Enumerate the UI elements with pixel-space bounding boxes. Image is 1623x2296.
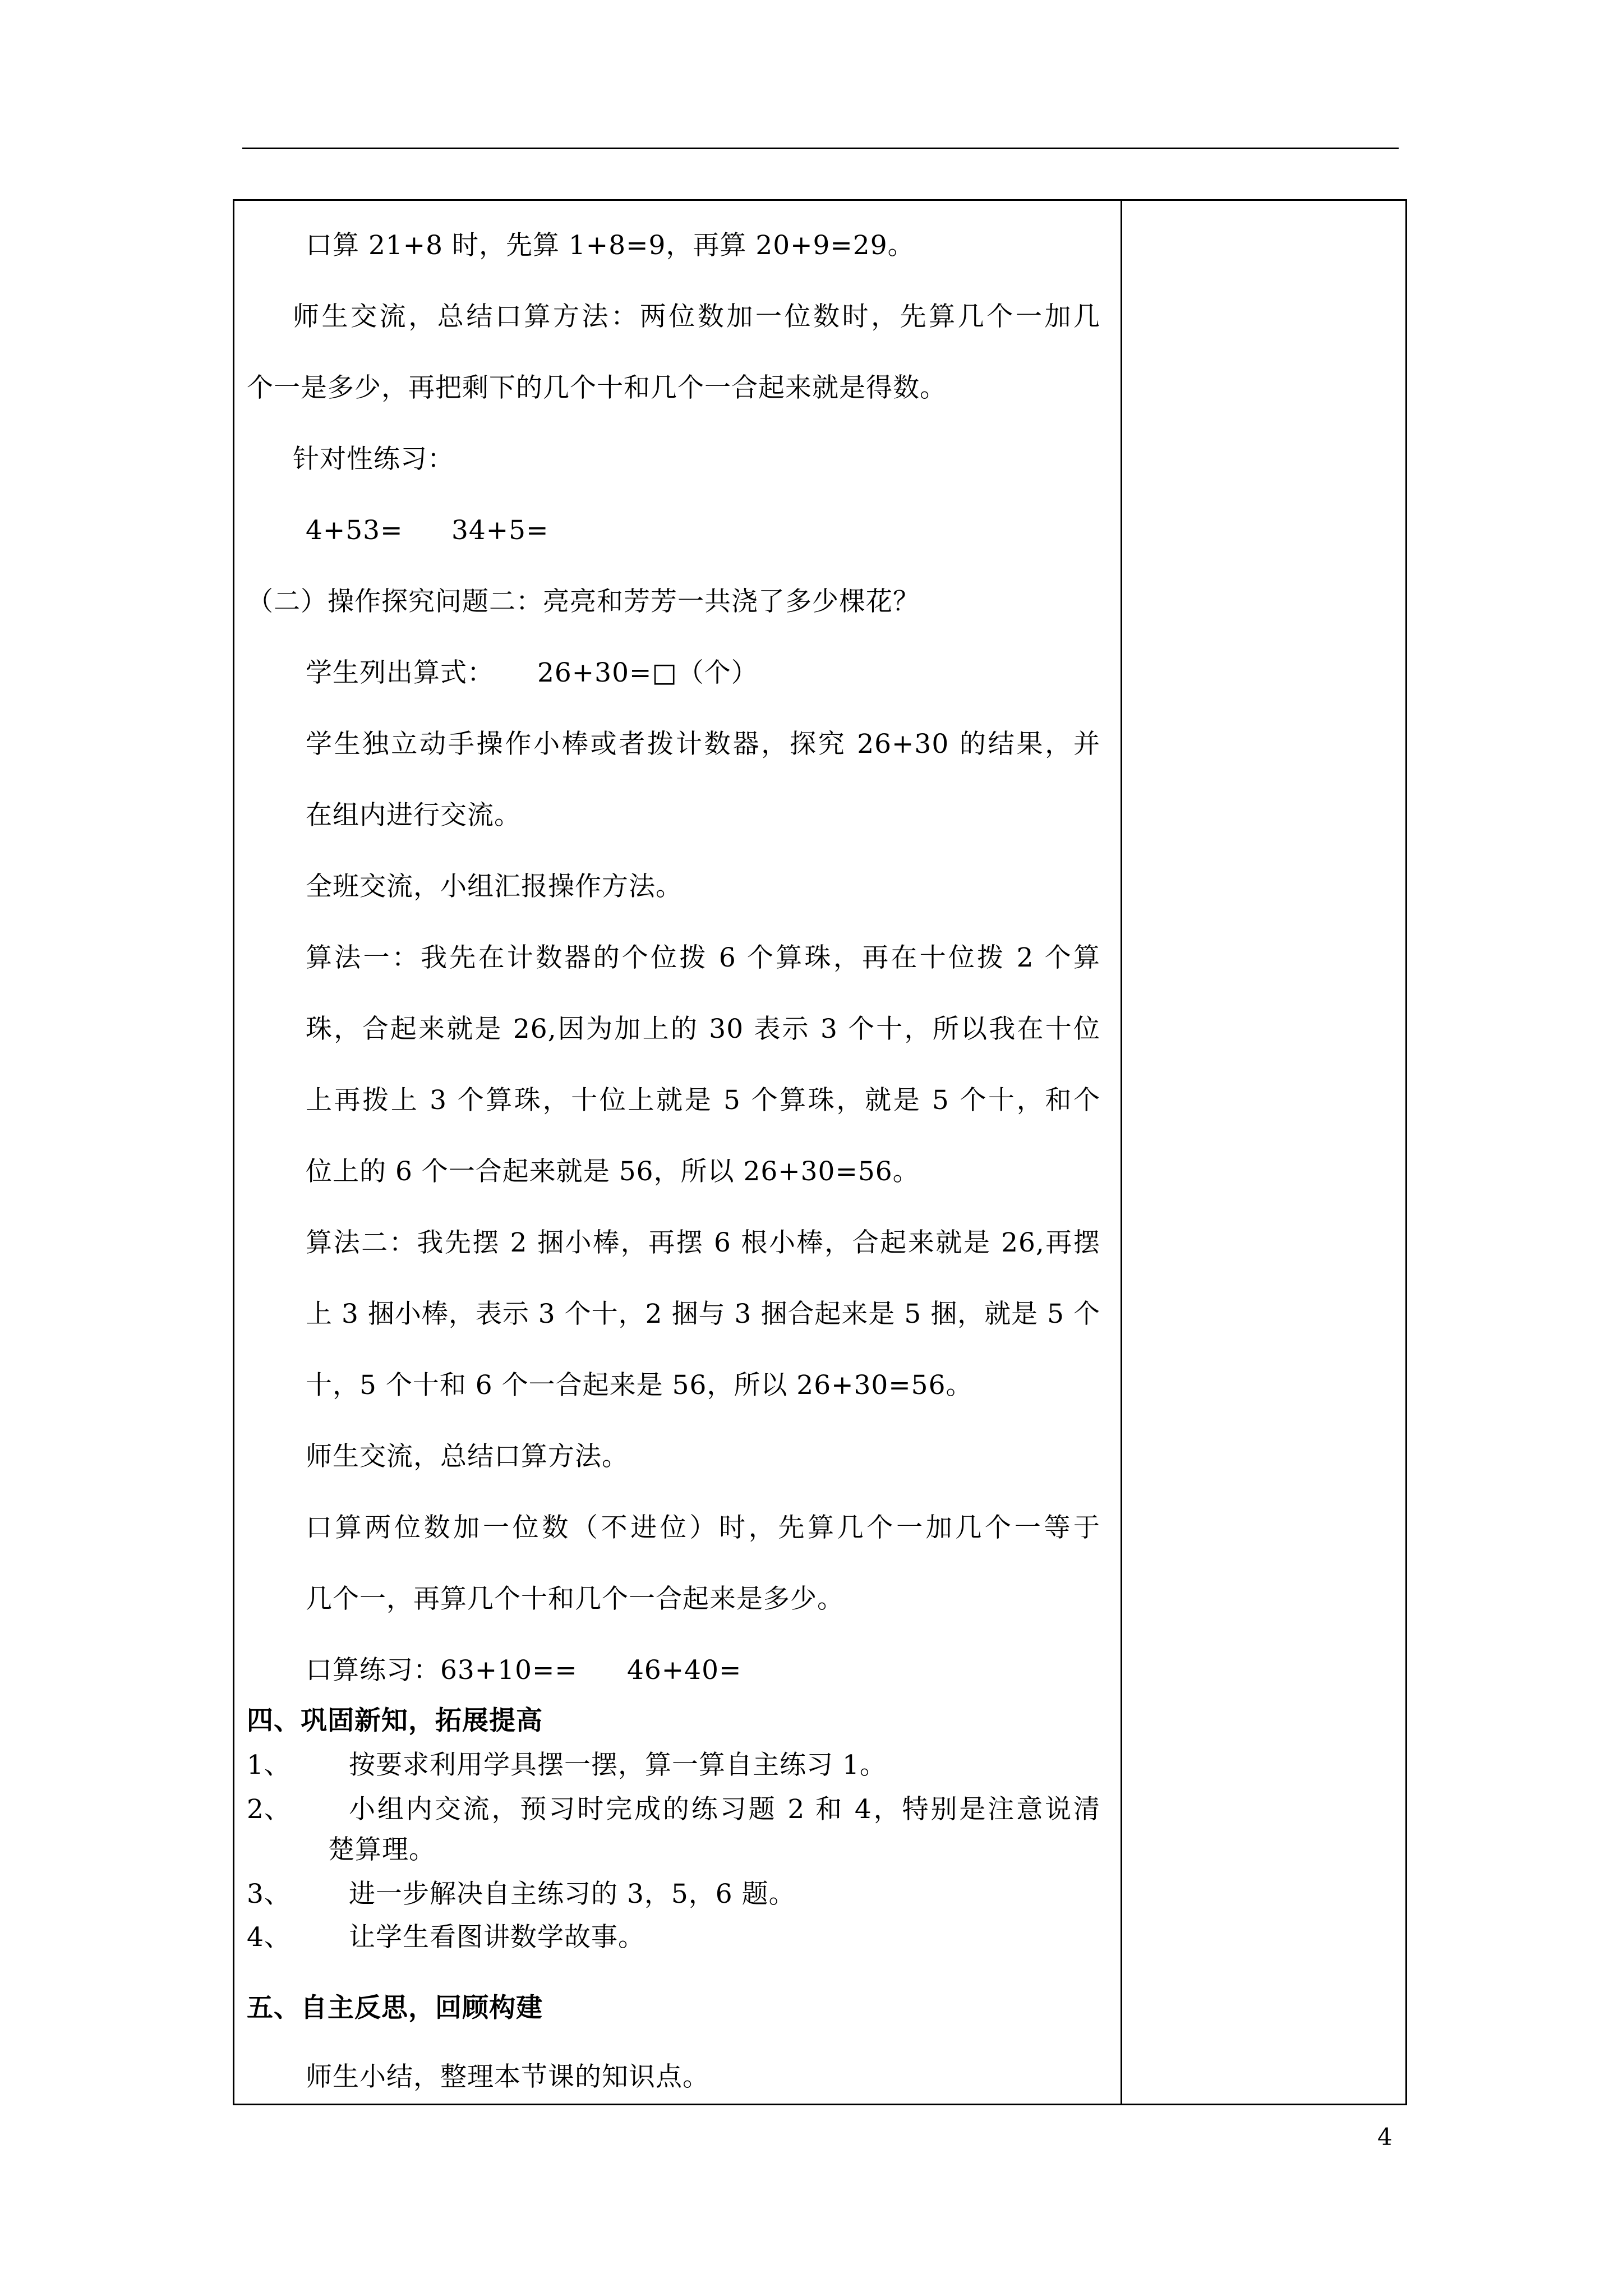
text-line: 口算两位数加一位数（不进位）时，先算几个一加几个一等于 bbox=[306, 1512, 1100, 1543]
text-line: 口算练习：63+10== bbox=[306, 1655, 578, 1686]
text-line: 针对性练习： bbox=[293, 444, 454, 475]
text-line: 学生列出算式： bbox=[306, 657, 494, 688]
text-line: 上 3 捆小棒，表示 3 个十，2 捆与 3 捆合起来是 5 捆，就是 5 个 bbox=[306, 1299, 1100, 1329]
text-line: 4+53= bbox=[306, 515, 403, 546]
text-line: 46+40= bbox=[627, 1655, 742, 1686]
text-line: 算法二：我先摆 2 捆小棒，再摆 6 根小棒，合起来就是 26,再摆 bbox=[306, 1227, 1100, 1258]
section-heading: 四、巩固新知，拓展提高 bbox=[247, 1705, 543, 1736]
text-line: 在组内进行交流。 bbox=[306, 800, 521, 831]
text-line: 珠，合起来就是 26,因为加上的 30 表示 3 个十，所以我在十位 bbox=[306, 1014, 1100, 1045]
header-rule bbox=[242, 148, 1399, 149]
page-number: 4 bbox=[1377, 2123, 1393, 2151]
text-line: 个一是多少，再把剩下的几个十和几个一合起来就是得数。 bbox=[247, 372, 947, 403]
list-item-text: 小组内交流，预习时完成的练习题 2 和 4，特别是注意说清 bbox=[349, 1794, 1100, 1825]
list-item-number: 4、 bbox=[247, 1922, 291, 1953]
list-item-number: 3、 bbox=[247, 1879, 291, 1910]
text-line: 口算 21+8 时，先算 1+8=9，再算 20+9=29。 bbox=[306, 230, 915, 261]
list-item-text: 按要求利用学具摆一摆，算一算自主练习 1。 bbox=[349, 1750, 887, 1780]
text-line: 26+30=□（个） bbox=[537, 657, 758, 688]
section-heading: 五、自主反思，回顾构建 bbox=[247, 1993, 543, 2023]
column-divider bbox=[1121, 201, 1122, 2104]
list-item-text: 进一步解决自主练习的 3，5，6 题。 bbox=[349, 1879, 796, 1910]
text-line: 上再拨上 3 个算珠，十位上就是 5 个算珠，就是 5 个十，和个 bbox=[306, 1085, 1100, 1116]
text-line: 几个一，再算几个十和几个一合起来是多少。 bbox=[306, 1584, 844, 1614]
list-item-number: 2、 bbox=[247, 1794, 291, 1825]
text-line: （二）操作探究问题二：亮亮和芳芳一共浇了多少棵花？ bbox=[247, 586, 920, 617]
text-line: 算法一：我先在计数器的个位拨 6 个算珠，再在十位拨 2 个算 bbox=[306, 942, 1100, 973]
text-line: 全班交流，小组汇报操作方法。 bbox=[306, 871, 683, 902]
text-line: 学生独立动手操作小棒或者拨计数器，探究 26+30 的结果，并 bbox=[306, 729, 1100, 760]
text-line: 师生交流，总结口算方法：两位数加一位数时，先算几个一加几 bbox=[293, 301, 1100, 332]
list-item-text: 让学生看图讲数学故事。 bbox=[349, 1922, 645, 1953]
text-line: 师生小结，整理本节课的知识点。 bbox=[306, 2062, 709, 2092]
text-line: 师生交流，总结口算方法。 bbox=[306, 1441, 629, 1472]
text-line: 十，5 个十和 6 个一合起来是 56，所以 26+30=56。 bbox=[306, 1370, 973, 1401]
list-item-continuation: 楚算理。 bbox=[328, 1834, 436, 1865]
list-item-number: 1、 bbox=[247, 1750, 291, 1780]
text-line: 位上的 6 个一合起来就是 56，所以 26+30=56。 bbox=[306, 1156, 920, 1187]
text-line: 34+5= bbox=[451, 515, 549, 546]
